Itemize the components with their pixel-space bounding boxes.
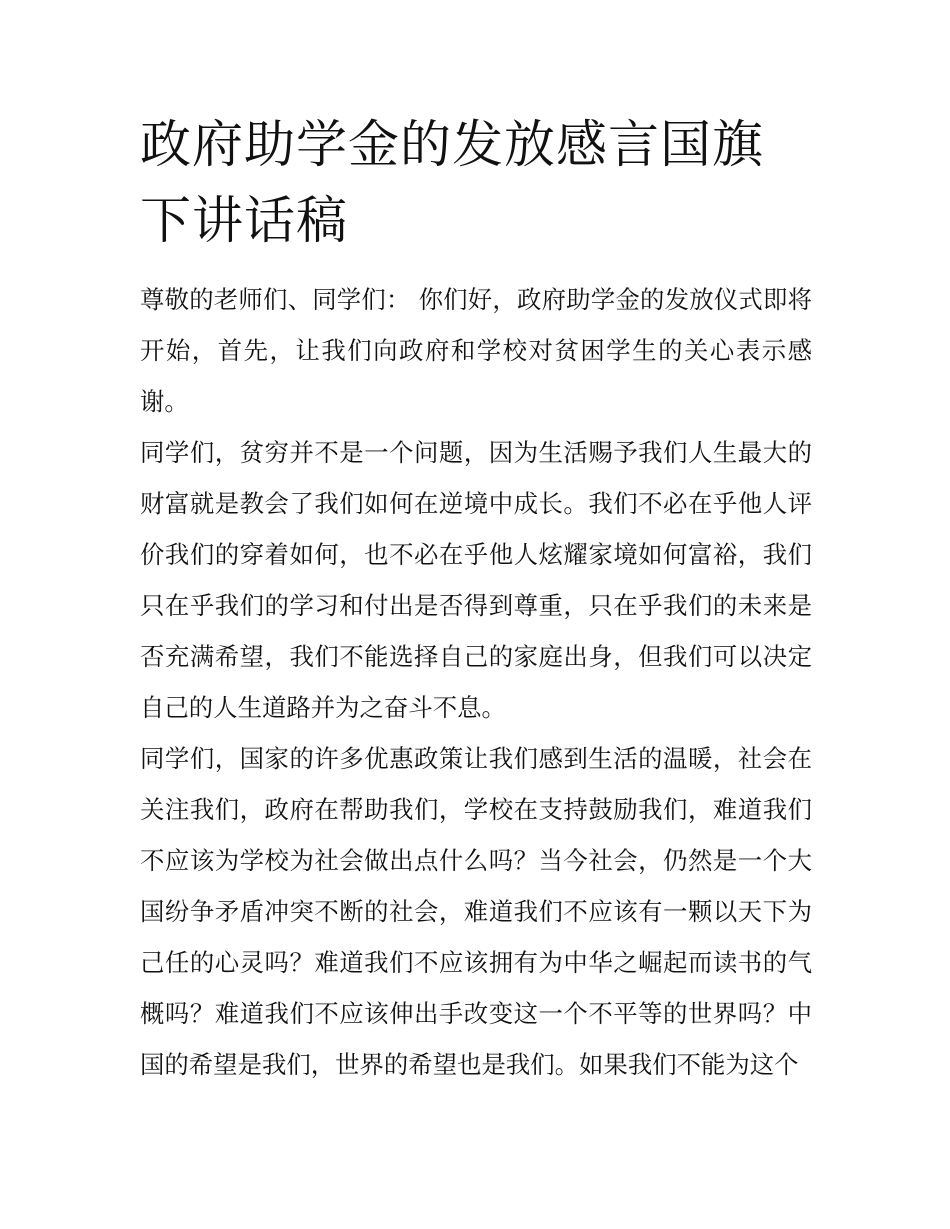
paragraph-poverty: 同学们，贫穷并不是一个问题，因为生活赐予我们人生最大的财富就是教会了我们如何在逆境中成长。我们不必在乎他人评价我们的穿着如何，也不必在乎他人炫耀家境如何富裕，我们只在乎我们的学习和付出是否得到尊重，只在乎我们的未来是否充满希望，我们不能选择自己的家庭出身，但我们可以决定自己的人生道路并为之奋斗不息。 — [140, 438, 812, 722]
paragraph-greeting: 尊敬的老师们、同学们： 你们好，政府助学金的发放仪式即将开始，首先，让我们向政府和学校对贫困学生的关心表示感谢。 — [140, 285, 812, 416]
document-page — [140, 108, 812, 1090]
document-body — [140, 274, 812, 1090]
document-title: 政府助学金的发放感言国旗下讲话稿 — [140, 116, 765, 251]
paragraph-responsibility: 同学们，国家的许多优惠政策让我们感到生活的温暖，社会在关注我们，政府在帮助我们，学校在支持鼓励我们，难道我们不应该为学校为社会做出点什么吗？当今社会，仍然是一个大国纷争矛盾冲突不断的社会，难道我们不应该有一颗以天下为己任的心灵吗？难道我们不应该拥有为中华之崛起而读书的气概吗？难道我们不应该伸出手改变这一个不平等的世界吗？中国的希望是我们，世界的希望也是我们。如果我们不能为这个 — [140, 744, 812, 1079]
